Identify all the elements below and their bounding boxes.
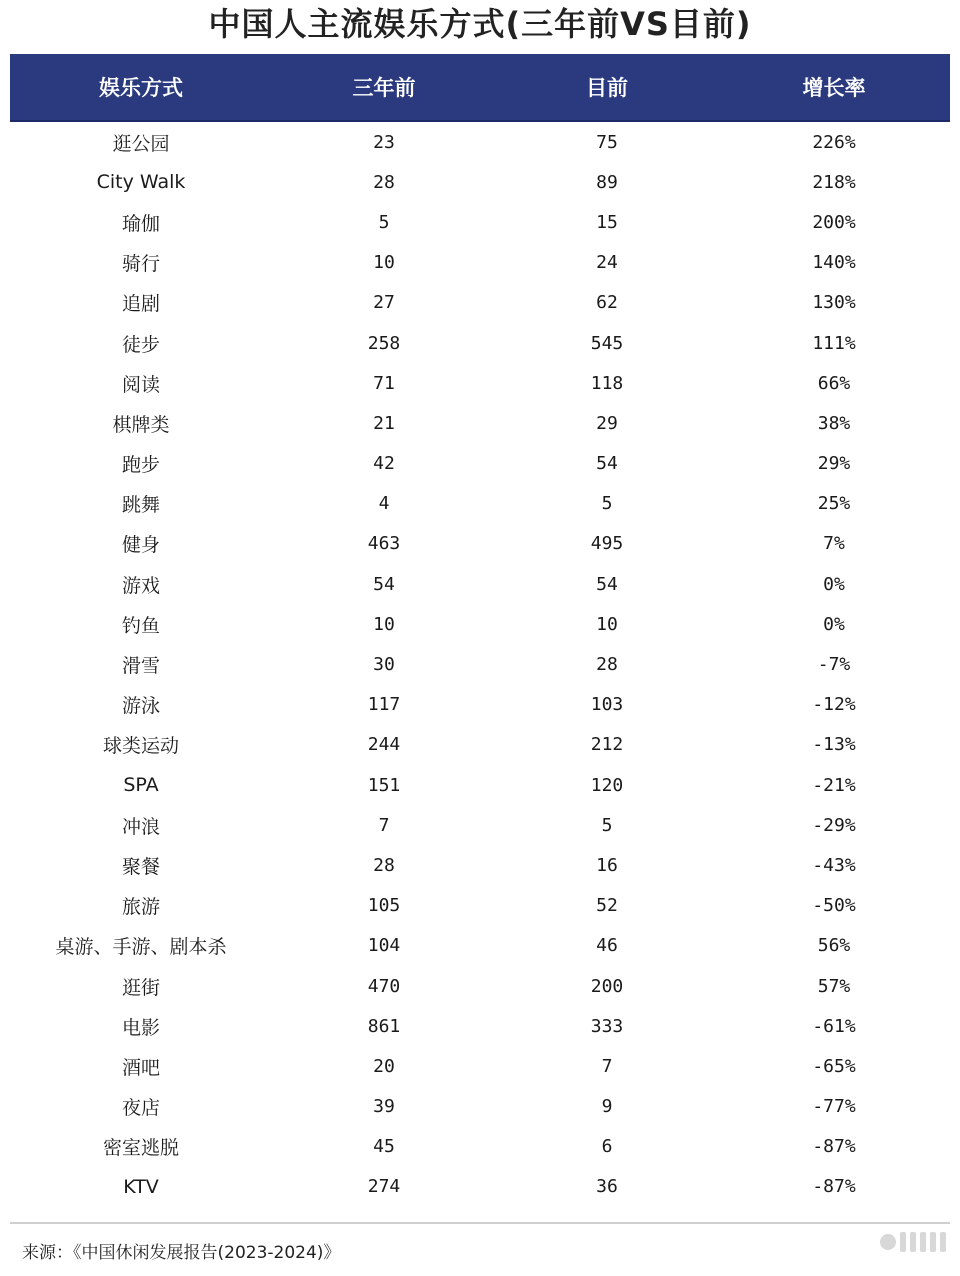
cell-prev: 71 — [373, 372, 395, 394]
cell-now: 54 — [596, 573, 618, 595]
cell-name: 瑜伽 — [121, 212, 160, 235]
cell-prev: 10 — [373, 252, 395, 274]
cell-now: 29 — [596, 412, 618, 434]
source-note: 来源：《中国休闲发展报告(2023-2024)》 — [22, 1243, 341, 1263]
header-name: 娱乐方式 — [99, 76, 183, 100]
cell-rate: 140% — [812, 252, 856, 274]
table-row — [10, 1167, 950, 1207]
table-row — [10, 283, 950, 323]
table-row — [10, 966, 950, 1006]
cell-name: 桌游、手游、剧本杀 — [55, 936, 227, 959]
cell-now: 28 — [596, 654, 618, 676]
cell-rate: -65% — [812, 1055, 856, 1077]
cell-rate: -61% — [812, 1015, 856, 1037]
cell-now: 75 — [596, 131, 618, 153]
cell-prev: 28 — [373, 171, 395, 193]
cell-prev: 23 — [373, 131, 395, 153]
header-prev: 三年前 — [352, 76, 416, 100]
cell-prev: 20 — [373, 1055, 395, 1077]
cell-now: 15 — [596, 211, 618, 233]
cell-now: 545 — [590, 332, 624, 354]
table-row — [10, 564, 950, 604]
cell-prev: 45 — [373, 1136, 395, 1158]
cell-name: 球类运动 — [102, 735, 179, 758]
cell-rate: 25% — [817, 493, 851, 515]
table-row — [10, 685, 950, 725]
table-row — [10, 886, 950, 926]
cell-prev: 5 — [378, 211, 390, 233]
cell-now: 9 — [601, 1096, 613, 1118]
cell-name: 逛街 — [121, 976, 160, 999]
table-row — [10, 1087, 950, 1127]
table-row — [10, 122, 950, 162]
watermark-bar-icon — [920, 1232, 926, 1252]
cell-now: 200 — [590, 975, 624, 997]
table-row — [10, 1006, 950, 1046]
cell-now: 333 — [590, 1015, 624, 1037]
table-header-row — [10, 54, 950, 122]
cell-name: 徒步 — [121, 333, 160, 356]
cell-name: 钓鱼 — [121, 614, 160, 637]
table-row — [10, 484, 950, 524]
table-row — [10, 524, 950, 564]
cell-name: City Walk — [96, 171, 186, 194]
table-row — [10, 202, 950, 242]
cell-prev: 151 — [367, 774, 401, 796]
cell-prev: 4 — [378, 493, 390, 515]
cell-rate: 111% — [812, 332, 856, 354]
cell-rate: -7% — [817, 654, 851, 676]
cell-rate: 7% — [823, 533, 845, 555]
cell-rate: 130% — [812, 292, 856, 314]
cell-name: 跳舞 — [121, 494, 160, 517]
cell-prev: 117 — [367, 694, 401, 716]
cell-name: KTV — [123, 1175, 159, 1198]
cell-name: 追剧 — [121, 293, 160, 316]
entertainment-table — [10, 54, 950, 1207]
cell-now: 24 — [596, 252, 618, 274]
cell-now: 495 — [590, 533, 624, 555]
cell-rate: -13% — [812, 734, 856, 756]
cell-prev: 244 — [367, 734, 401, 756]
table-row — [10, 363, 950, 403]
cell-now: 89 — [596, 171, 618, 193]
watermark-logo — [816, 1228, 946, 1256]
table-row — [10, 604, 950, 644]
table-row — [10, 805, 950, 845]
table-row — [10, 1127, 950, 1167]
watermark-bar-icon — [910, 1232, 916, 1252]
cell-name: 健身 — [121, 534, 160, 557]
cell-now: 52 — [596, 895, 618, 917]
cell-now: 62 — [596, 292, 618, 314]
cell-now: 7 — [601, 1055, 613, 1077]
cell-name: 密室逃脱 — [102, 1137, 179, 1160]
cell-name: SPA — [123, 774, 159, 797]
cell-now: 5 — [601, 493, 613, 515]
table-row — [10, 725, 950, 765]
table-row — [10, 243, 950, 283]
cell-rate: -87% — [812, 1136, 856, 1158]
cell-rate: -77% — [812, 1096, 856, 1118]
cell-now: 6 — [601, 1136, 613, 1158]
cell-now: 118 — [590, 372, 624, 394]
watermark-dot-icon — [880, 1234, 896, 1250]
cell-name: 棋牌类 — [112, 413, 170, 436]
cell-prev: 30 — [373, 654, 395, 676]
cell-now: 120 — [590, 774, 624, 796]
cell-now: 36 — [596, 1176, 618, 1198]
cell-prev: 274 — [367, 1176, 401, 1198]
cell-name: 游戏 — [121, 574, 160, 597]
table-row — [10, 444, 950, 484]
watermark-bar-icon — [940, 1232, 946, 1252]
cell-name: 夜店 — [121, 1097, 160, 1120]
cell-rate: -43% — [812, 854, 856, 876]
cell-name: 聚餐 — [121, 855, 160, 878]
cell-rate: 200% — [812, 211, 856, 233]
table-row — [10, 162, 950, 202]
table-row — [10, 1046, 950, 1086]
cell-rate: -12% — [812, 694, 856, 716]
table-row — [10, 403, 950, 443]
cell-prev: 42 — [373, 453, 395, 475]
cell-prev: 470 — [367, 975, 401, 997]
cell-name: 跑步 — [121, 454, 160, 477]
header-now: 目前 — [586, 76, 628, 100]
cell-prev: 861 — [367, 1015, 401, 1037]
table-row — [10, 765, 950, 805]
cell-prev: 104 — [367, 935, 401, 957]
page-title: 中国人主流娱乐方式(三年前VS目前) — [208, 5, 752, 43]
header-rate: 增长率 — [802, 76, 866, 100]
cell-now: 16 — [596, 854, 618, 876]
cell-name: 逛公园 — [112, 132, 170, 155]
watermark-bar-icon — [900, 1232, 906, 1252]
cell-name: 阅读 — [121, 373, 160, 396]
cell-now: 10 — [596, 613, 618, 635]
cell-prev: 39 — [373, 1096, 395, 1118]
table-row — [10, 926, 950, 966]
cell-name: 电影 — [121, 1016, 160, 1039]
cell-prev: 463 — [367, 533, 401, 555]
cell-rate: 38% — [817, 412, 851, 434]
cell-prev: 21 — [373, 412, 395, 434]
cell-now: 46 — [596, 935, 618, 957]
cell-rate: 66% — [817, 372, 851, 394]
cell-prev: 54 — [373, 573, 395, 595]
cell-now: 103 — [590, 694, 624, 716]
cell-rate: 0% — [823, 613, 845, 635]
cell-prev: 27 — [373, 292, 395, 314]
cell-prev: 7 — [378, 814, 390, 836]
cell-name: 游泳 — [121, 695, 160, 718]
cell-name: 冲浪 — [121, 815, 160, 838]
cell-prev: 258 — [367, 332, 401, 354]
cell-rate: 218% — [812, 171, 856, 193]
cell-name: 旅游 — [121, 896, 160, 919]
table-row — [10, 845, 950, 885]
cell-rate: 56% — [817, 935, 851, 957]
cell-rate: 29% — [817, 453, 851, 475]
table-body — [10, 122, 950, 1207]
cell-prev: 10 — [373, 613, 395, 635]
cell-rate: -21% — [812, 774, 856, 796]
cell-now: 212 — [590, 734, 624, 756]
cell-name: 酒吧 — [121, 1056, 160, 1079]
cell-rate: 0% — [823, 573, 845, 595]
table-bottom-rule — [10, 1222, 950, 1224]
cell-rate: 57% — [817, 975, 851, 997]
cell-now: 5 — [601, 814, 613, 836]
cell-rate: -50% — [812, 895, 856, 917]
cell-name: 骑行 — [121, 253, 160, 276]
table-row — [10, 644, 950, 684]
cell-prev: 105 — [367, 895, 401, 917]
cell-rate: -29% — [812, 814, 856, 836]
table-row — [10, 323, 950, 363]
watermark-bar-icon — [930, 1232, 936, 1252]
cell-prev: 28 — [373, 854, 395, 876]
cell-now: 54 — [596, 453, 618, 475]
cell-rate: -87% — [812, 1176, 856, 1198]
cell-name: 滑雪 — [121, 655, 160, 678]
cell-rate: 226% — [812, 131, 856, 153]
